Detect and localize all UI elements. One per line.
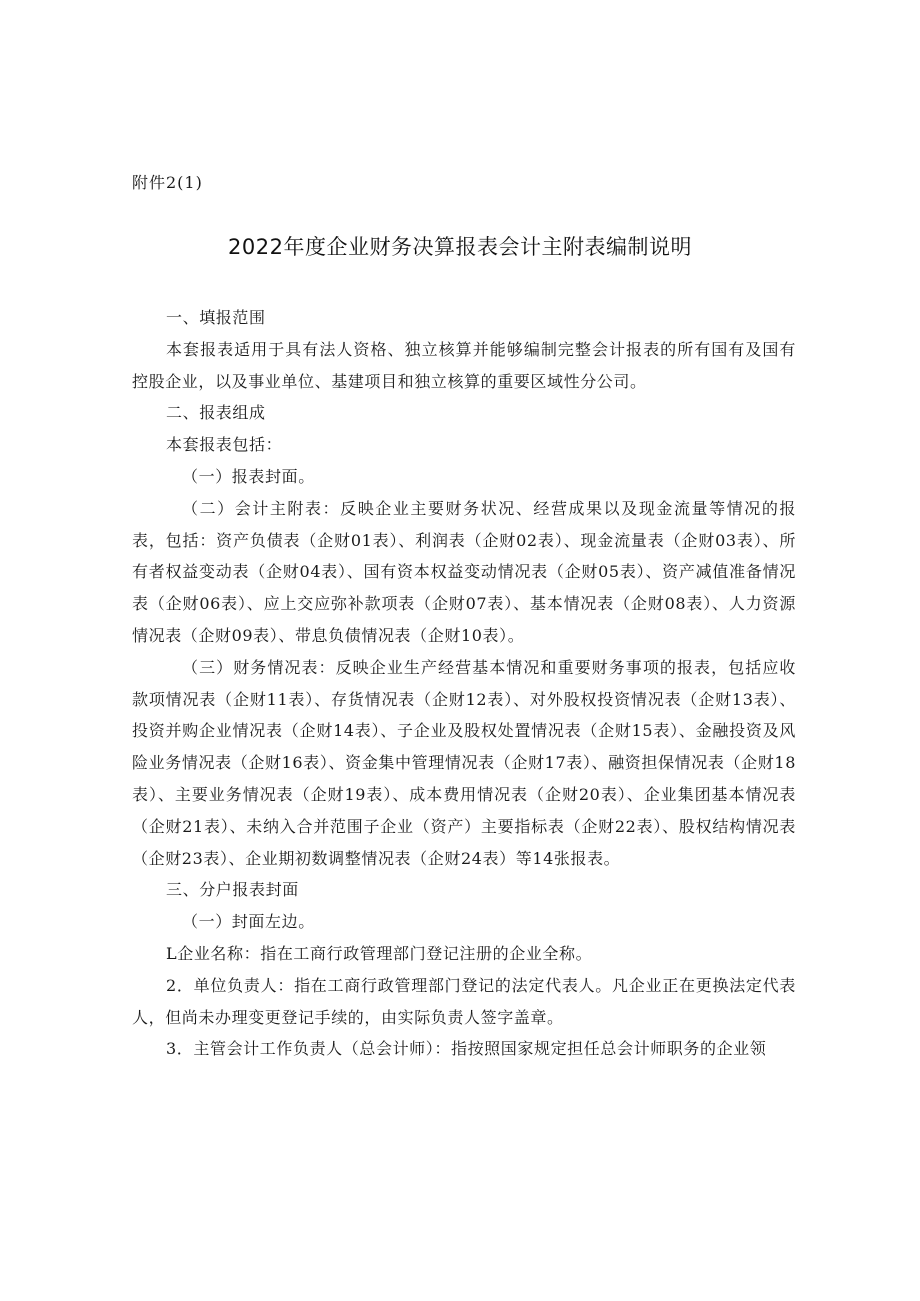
paragraph: 2．单位负责人：指在工商行政管理部门登记的法定代表人。凡企业正在更换法定代表人，但尚未办理变更登记手续的，由实际负责人签字盖章。 (132, 975, 796, 1027)
document-title: 2022年度企业财务决算报表会计主附表编制说明 (228, 235, 692, 259)
paragraph: （一）报表封面。 (182, 466, 315, 486)
paragraph: 二、报表组成 (166, 403, 266, 423)
paragraph: 本套报表适用于具有法人资格、独立核算并能够编制完整会计报表的所有国有及国有控股企业，以及事业单位、基建项目和独立核算的重要区域性分公司。 (132, 339, 796, 391)
annex-label: 附件2(1) (132, 173, 203, 192)
paragraph: （二）会计主附表：反映企业主要财务状况、经营成果以及现金流量等情况的报表，包括：资产负债表（企财01表）、利润表（企财02表）、现金流量表（企财03表）、所有者权益变动表（企财04表）、国有资本权益变动情况表（企财05表）、资产减值准备情况表（企财06表）、应上交应弥补款项表（企财07表）、基本情况表（企财08表）、人力资源情况表（企财09表）、带息负债情况表（企财10表）。 (132, 498, 796, 645)
paragraph: （三）财务情况表：反映企业生产经营基本情况和重要财务事项的报表，包括应收款项情况表（企财11表）、存货情况表（企财12表）、对外股权投资情况表（企财13表）、投资并购企业情况表（企财14表）、子企业及股权处置情况表（企财15表）、金融投资及风险业务情况表（企财16表）、资金集中管理情况表（企财17表）、融资担保情况表（企财18表）、主要业务情况表（企财19表）、成本费用情况表（企财20表）、企业集团基本情况表（企财21表）、未纳入合并范围子企业（资产）主要指标表（企财22表）、股权结构情况表（企财23表）、企业期初数调整情况表（企财24表）等14张报表。 (132, 657, 796, 868)
paragraph: 本套报表包括： (166, 435, 283, 455)
paragraph: 3．主管会计工作负责人（总会计师）：指按照国家规定担任总会计师职务的企业领 (166, 1039, 767, 1059)
paragraph: 三、分户报表封面 (166, 880, 299, 900)
paragraph: L企业名称：指在工商行政管理部门登记注册的企业全称。 (166, 943, 593, 963)
paragraph: （一）封面左边。 (182, 912, 315, 932)
paragraph: 一、填报范围 (166, 308, 266, 327)
document-body (132, 302, 796, 1065)
